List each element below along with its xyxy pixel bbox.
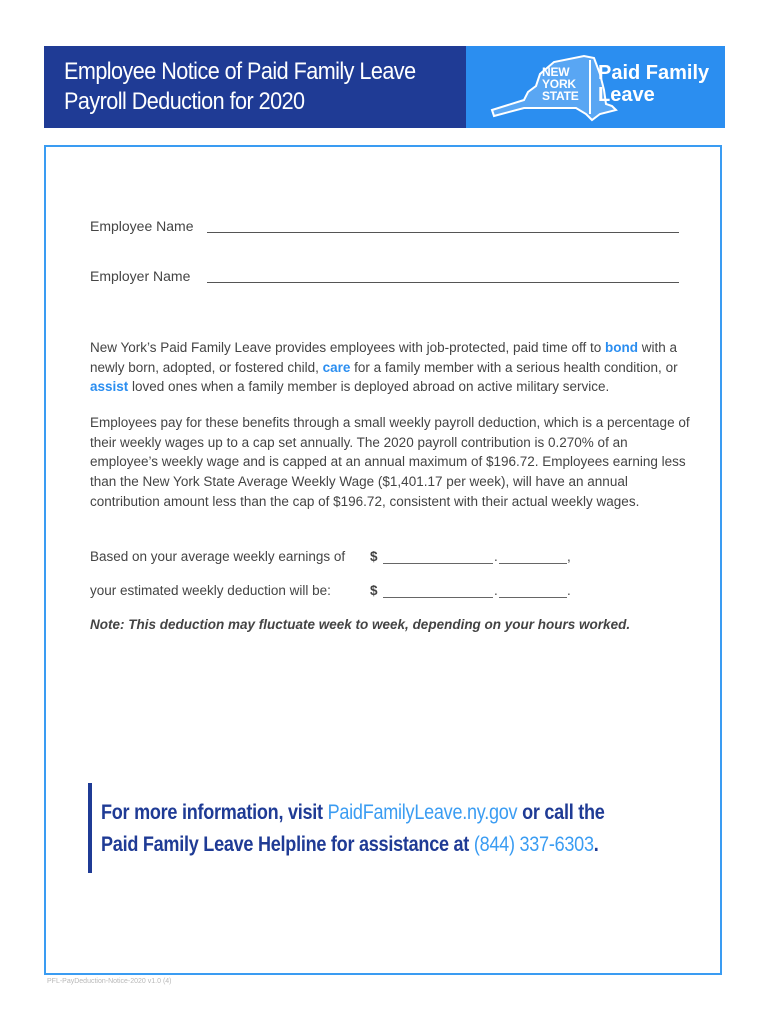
info-line-1 — [101, 801, 605, 825]
pfl-wordmark — [598, 62, 709, 106]
nys-pfl-logo — [466, 46, 725, 128]
nys-new: NEW — [542, 65, 570, 79]
intro-paragraph — [90, 338, 690, 397]
info-text-c: Paid Family Leave Helpline for assistance at — [101, 833, 474, 856]
header-title-block — [44, 46, 466, 128]
note-text: Note: This deduction may fluctuate week to week, depending on your hours worked. — [90, 617, 631, 632]
employer-name-label: Employer Name — [90, 268, 191, 284]
deduction-period: . — [567, 583, 571, 598]
info-text-b: or call the — [517, 801, 605, 824]
earnings-label: Based on your average weekly earnings of — [90, 549, 346, 564]
assist-highlight: assist — [90, 379, 129, 395]
earnings-decimal: . — [494, 549, 498, 564]
deduction-dollars-field[interactable] — [383, 597, 493, 598]
deduction-dollar: $ — [370, 583, 378, 598]
info-text-d: . — [593, 833, 599, 856]
pfl-line-1: Paid Family — [598, 62, 710, 84]
info-accent-bar — [88, 783, 92, 873]
care-highlight: care — [322, 359, 351, 375]
helpline-phone-link[interactable]: (844) 337-6303 — [473, 833, 594, 856]
footer-code: PFL-PayDeduction-Notice-2020 v1.0 (4) — [47, 978, 172, 985]
earnings-cents-field[interactable] — [499, 563, 567, 564]
deduction-decimal: . — [494, 583, 498, 598]
p1-text-d: loved ones when a family member is deployed abroad on active military service. — [128, 379, 610, 395]
employee-name-label: Employee Name — [90, 218, 194, 234]
nys-state: STATE — [542, 89, 579, 103]
pfl-website-link[interactable]: PaidFamilyLeave.ny.gov — [327, 801, 518, 824]
p1-text-a: New York’s Paid Family Leave provides employees with job-protected, paid time off to — [90, 340, 606, 355]
employee-name-field[interactable] — [207, 232, 679, 233]
title-line-2: Payroll Deduction for 2020 — [64, 88, 305, 115]
deduction-label: your estimated weekly deduction will be: — [90, 583, 331, 598]
earnings-comma: , — [567, 549, 571, 564]
earnings-dollar: $ — [370, 549, 378, 564]
nys-york: YORK — [542, 77, 576, 91]
info-text-a: For more information, visit — [101, 801, 328, 824]
title-line-1: Employee Notice of Paid Family Leave — [64, 58, 416, 85]
earnings-dollars-field[interactable] — [383, 563, 493, 564]
logo-divider — [589, 60, 591, 114]
bond-highlight: bond — [605, 340, 639, 355]
info-line-2 — [101, 833, 598, 857]
pfl-line-2: Leave — [598, 84, 655, 106]
employer-name-field[interactable] — [207, 282, 679, 283]
p1-text-b: with a newly born, adopted, or fostered child, — [90, 340, 678, 375]
p1-text-c: for a family member with a serious health condition, or — [350, 359, 678, 375]
nys-wordmark — [542, 66, 579, 102]
deduction-cents-field[interactable] — [499, 597, 567, 598]
contribution-paragraph: Employees pay for these benefits through a small weekly payroll deduction, which is a percentage of their weekly wages up to a cap set annually. The 2020 payroll contribution is 0.270% of an employee’s weekly wage and is capped at an annual maximum of $196.72. Employees earning less than the New York State Average Weekly Wage ($1,401.17 per week), will have an annual contribution amount less than the cap of $196.72, consistent with their actual weekly wages. — [90, 415, 690, 509]
